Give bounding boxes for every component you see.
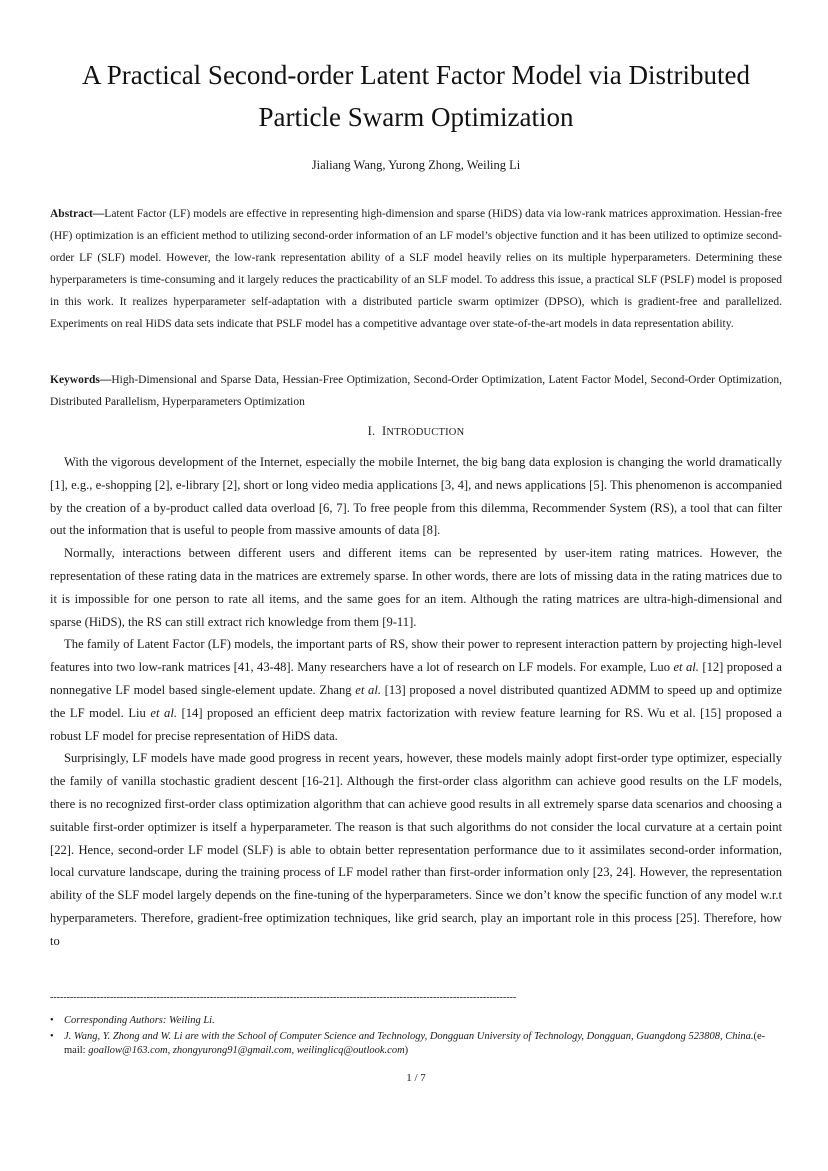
abstract-label: Abstract—	[50, 208, 105, 220]
footnote-text: J. Wang, Y. Zhong and W. Li are with the School of Computer Science and Technology, Dongguan University of Technology, Dongguan, Guangdong 523808, China.	[64, 1031, 754, 1042]
section-title-first-letter: I	[381, 424, 387, 438]
keywords-text: High-Dimensional and Sparse Data, Hessian-Free Optimization, Second-Order Optimization, Latent Factor Model, Second-Order Optimization, Distributed Parallelism, Hyperparameters Optimization	[50, 374, 782, 408]
paragraph: Normally, interactions between different users and different items can be represented by user-item rating matrices. However, the representation of these rating data in the matrices are extremely sparse. In other words, there are lots of missing data in the rating matrices due to it is impossible for one person to rate all items, and the same goes for an item. Although the rating matrices are ultra-high-dimensional and sparse (HiDS), the RS can still extract rich knowledge from them [9-11].	[50, 546, 782, 629]
paragraph-text: [14] proposed an efficient deep matrix factorization with review feature learning for RS. Wu et al. [15] proposed a robust LF model for precise representation of HiDS data.	[50, 705, 783, 743]
paragraph: Surprisingly, LF models have made good progress in recent years, however, these models mainly adopt first-order type optimizer, especially the family of vanilla stochastic gradient descent [16-21]. Although the first-order class algorithm can achieve good results on the LF models, there is no recognized first-order class optimization algorithm that can achieve good results in all extremely sparse data scenarios and choosing a suitable first-order optimizer is itself a hyperparameter. The reason is that such algorithms do not consider the local curvature at a certain point [22]. Hence, second-order LF model (SLF) is able to obtain better representation performance due to it assimilates second-order information, local curvature landscape, during the training process of LF model rather than first-order information only [23, 24]. However, the representation ability of the SLF model largely depends on the fine-tuning of the hyperparameters. Since we don’t know the specific function of any model w.r.t hyperparameters. Therefore, gradient-free optimization techniques, like grid search, play an important role in this process [25]. Therefore, how to	[50, 751, 782, 948]
paragraph	[50, 633, 782, 747]
footnote	[50, 1014, 782, 1028]
footnotes	[50, 1014, 782, 1060]
bullet-icon: •	[50, 1031, 54, 1042]
abstract-text: Latent Factor (LF) models are effective in representing high-dimension and sparse (HiDS) data via low-rank matrices approximation. Hessian-free (HF) optimization is an efficient method to utilizing second-order information of an LF model’s objective function and it has been utilized to optimize second-order LF (SLF) model. However, the low-rank representation ability of a SLF model heavily relies on its multiple hyperparameters. Determining these hyperparameters is time-consuming and it largely reduces the practicability of an SLF model. To address this issue, a practical SLF (PSLF) model is proposed in this work. It realizes hyperparameter self-adaptation with a distributed particle swarm optimizer (DPSO), which is gradient-free and parallelized. Experiments on real HiDS data sets indicate that PSLF model has a competitive advantage over state-of-the-art models in data representation ability.	[50, 208, 782, 330]
paragraph-text: The family of Latent Factor (LF) models, the important parts of RS, show their power to represent interaction pattern by projecting high-level features into two low-rank matrices [41, 43-48]. Many researchers have a lot of research on LF models. For example, Luo	[50, 637, 782, 675]
email-addresses: goallow@163.com, zhongyurong91@gmail.com, weilinglicq@outlook.com	[88, 1045, 405, 1056]
paper-title: A Practical Second-order Latent Factor Model via Distributed Particle Swarm Optimization	[81, 60, 751, 132]
et-al: et al.	[150, 705, 177, 720]
section-title-rest: NTRODUCTION	[386, 427, 465, 438]
footnote-text: Corresponding Authors: Weiling Li.	[64, 1015, 215, 1026]
keywords	[50, 369, 782, 413]
paragraph-text: [12] proposed a nonnegative LF model based single-element update. Zhang	[50, 660, 783, 697]
section-heading-introduction	[50, 424, 782, 439]
abstract	[50, 203, 782, 335]
bullet-icon: •	[50, 1015, 54, 1026]
paragraph-text: [13] proposed a novel distributed quantized ADMM to speed up and optimize the LF model. Liu	[50, 682, 782, 720]
email-close: )	[404, 1045, 409, 1056]
footnote	[50, 1030, 782, 1058]
author-list: Jialiang Wang, Yurong Zhong, Weiling Li	[311, 158, 521, 172]
et-al: et al.	[673, 660, 699, 675]
paragraph: With the vigorous development of the Internet, especially the mobile Internet, the big bang data explosion is changing the world dramatically [1], e.g., e-shopping [2], e-library [2], short or long video media applications [3, 4], and news applications [5]. This phenomenon is accompanied by the creation of a by-product called data overload [6, 7]. To free people from this dilemma, Recommender System (RS), a tool that can filter out the information that is useful to people from massive amounts of data [8].	[50, 455, 782, 538]
keywords-label: Keywords—	[50, 374, 112, 386]
email-label: (e-mail:	[64, 1031, 766, 1056]
section-number: I.	[367, 424, 376, 438]
et-al: et al.	[355, 682, 381, 697]
introduction-body	[50, 451, 782, 953]
footnote-separator: --------------------------------------------------------------------------------------------------------------------------------------------	[50, 992, 517, 1003]
page-number: 1 / 7	[406, 1072, 426, 1084]
